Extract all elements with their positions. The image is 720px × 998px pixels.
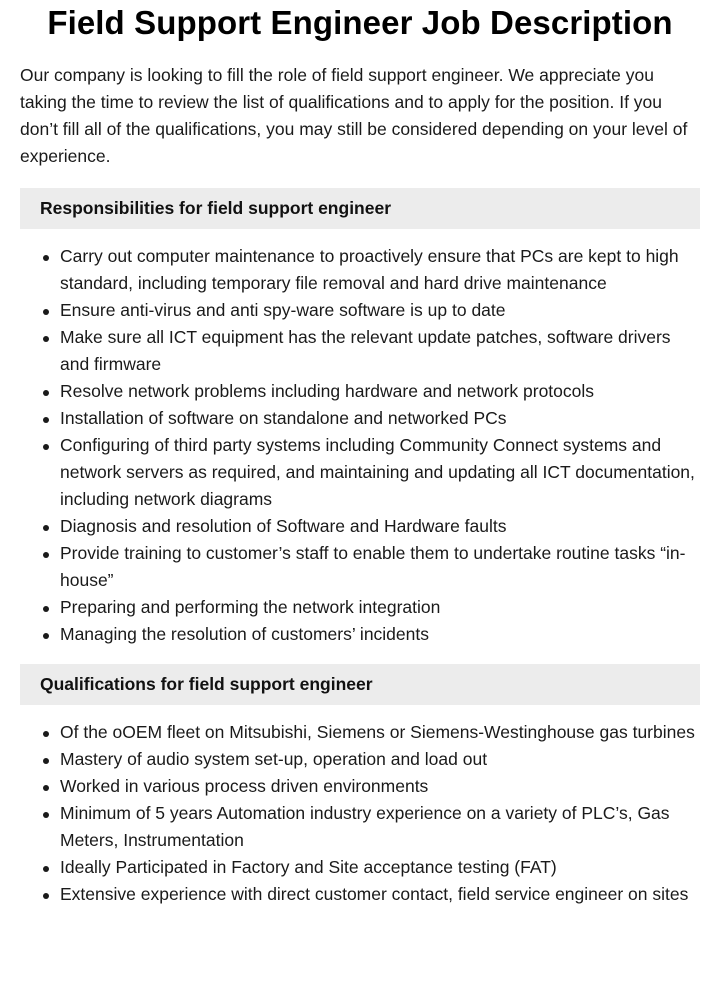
list-item: Diagnosis and resolution of Software and Hardware faults bbox=[60, 513, 700, 540]
responsibilities-list bbox=[20, 243, 700, 648]
list-item: Resolve network problems including hardware and network protocols bbox=[60, 378, 700, 405]
list-item: Carry out computer maintenance to proactively ensure that PCs are kept to high standard, including temporary file removal and hard drive maintenance bbox=[60, 243, 700, 297]
qualifications-list bbox=[20, 719, 700, 908]
list-item: Make sure all ICT equipment has the relevant update patches, software drivers and firmware bbox=[60, 324, 700, 378]
list-item: Mastery of audio system set-up, operation and load out bbox=[60, 746, 700, 773]
intro-paragraph: Our company is looking to fill the role of field support engineer. We appreciate you taking the time to review the list of qualifications and to apply for the position. If you don’t fill all of the qualifications, you may still be considered depending on your level of experience. bbox=[20, 65, 688, 166]
list-item: Installation of software on standalone and networked PCs bbox=[60, 405, 700, 432]
list-item: Configuring of third party systems including Community Connect systems and network servers as required, and maintaining and updating all ICT documentation, including network diagrams bbox=[60, 432, 700, 513]
list-item: Of the oOEM fleet on Mitsubishi, Siemens or Siemens-Westinghouse gas turbines bbox=[60, 719, 700, 746]
list-item: Provide training to customer’s staff to enable them to undertake routine tasks “in-house” bbox=[60, 540, 700, 594]
page-title: Field Support Engineer Job Description bbox=[47, 4, 673, 41]
list-item: Preparing and performing the network integration bbox=[60, 594, 700, 621]
list-item: Managing the resolution of customers’ incidents bbox=[60, 621, 700, 648]
list-item: Ideally Participated in Factory and Site acceptance testing (FAT) bbox=[60, 854, 700, 881]
list-item: Extensive experience with direct customer contact, field service engineer on sites bbox=[60, 881, 700, 908]
list-item: Ensure anti-virus and anti spy-ware software is up to date bbox=[60, 297, 700, 324]
responsibilities-heading: Responsibilities for field support engineer bbox=[20, 188, 700, 229]
list-item: Minimum of 5 years Automation industry experience on a variety of PLC’s, Gas Meters, Instrumentation bbox=[60, 800, 700, 854]
qualifications-heading: Qualifications for field support engineer bbox=[20, 664, 700, 705]
list-item: Worked in various process driven environments bbox=[60, 773, 700, 800]
